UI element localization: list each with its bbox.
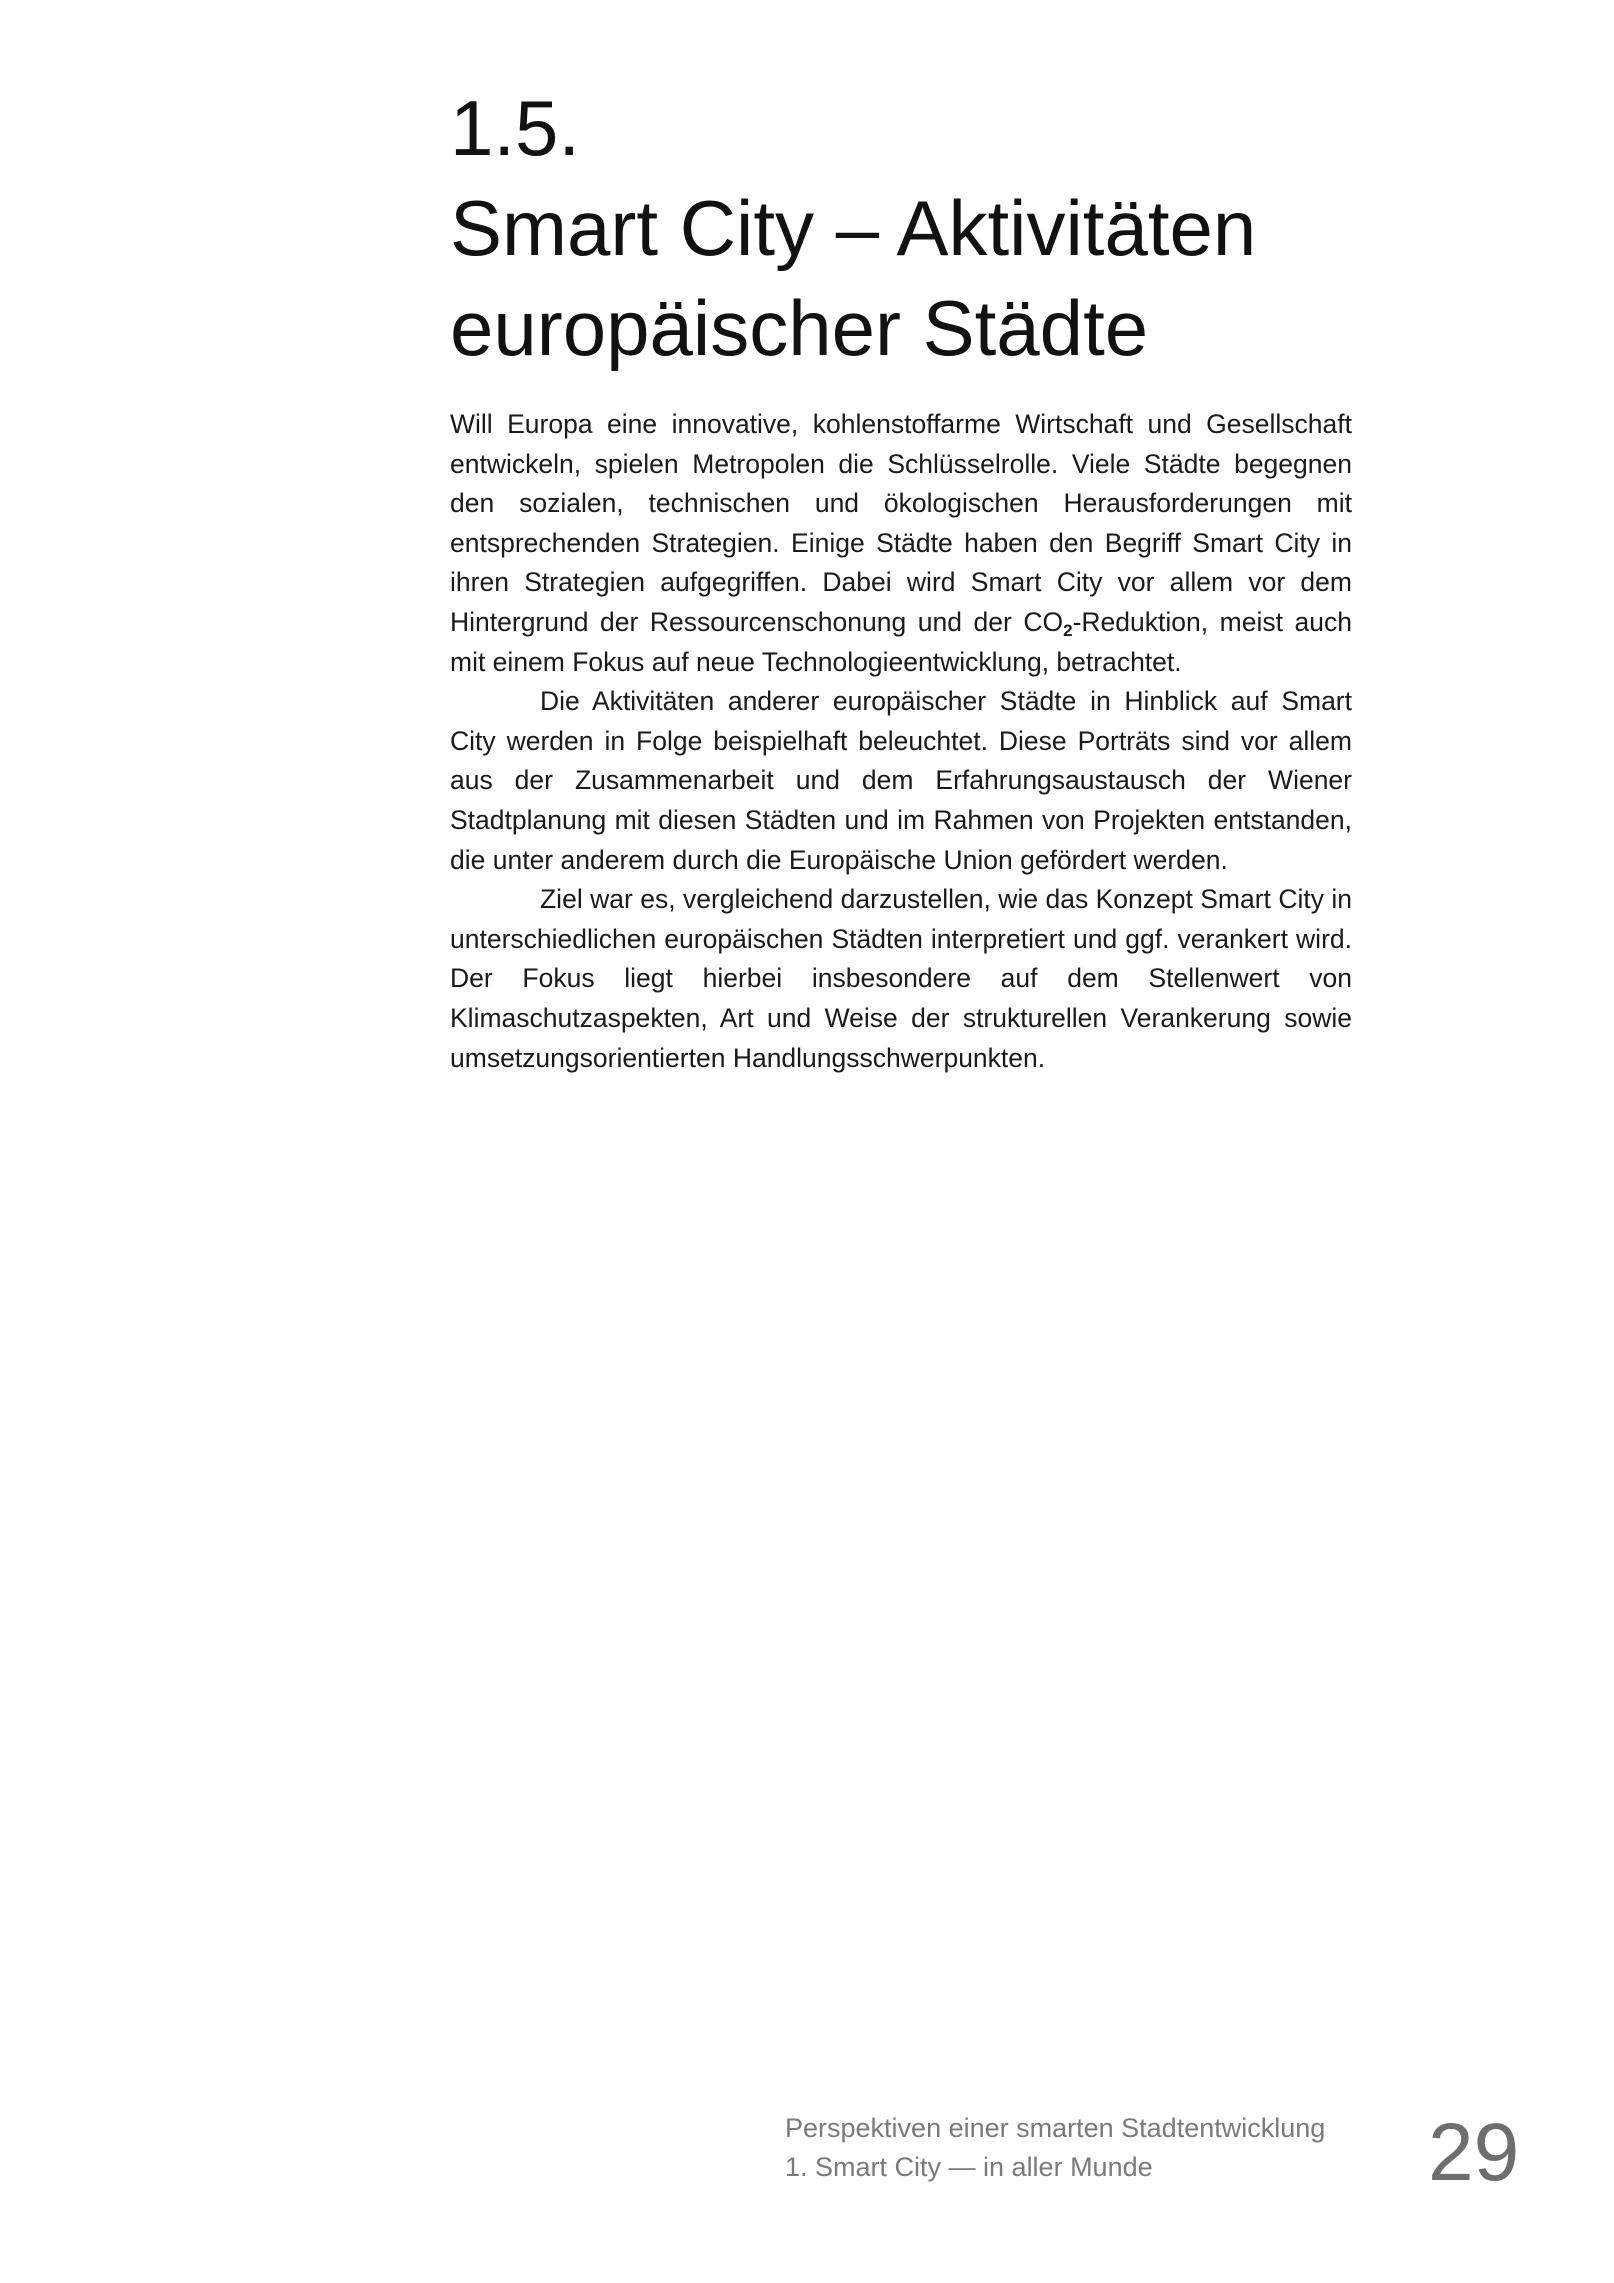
section-title-line-1: Smart City – Aktivitäten [450, 184, 1257, 272]
body-text [450, 405, 1352, 1078]
paragraph-1-text: Will Europa eine innovative, kohlenstoffarme Wirtschaft und Gesellschaft entwickeln, spielen Metropolen die Schlüsselrolle. Viele Städte begegnen den sozialen, technischen und ökologischen Herausforderungen mit entsprechenden Strategien. Einige Städte haben den Begriff Smart City in ihren Strategien aufgegriffen. Dabei wird Smart City vor allem vor dem Hintergrund der Ressourcenschonung und der CO [450, 409, 1352, 637]
paragraph-1-text-continued: -Reduktion, meist auch mit einem Fokus auf neue Technologieentwicklung, betrachtet. [450, 606, 1352, 677]
paragraph-2: Die Aktivitäten anderer europäischer Städte in Hinblick auf Smart City werden in Folge beispielhaft beleuchtet. Diese Porträts sind vor allem aus der Zusammenarbeit und dem Erfahrungsaustausch der Wiener Stadtplanung mit diesen Städten und im Rahmen von Projekten entstanden, die unter anderem durch die Europäische Union gefördert werden. [450, 686, 1352, 875]
section-title-line-2: europäischer Städte [450, 284, 1149, 372]
footer-chapter-title: 1. Smart City — in aller Munde [785, 2152, 1153, 2182]
section-heading [450, 78, 1350, 378]
section-number: 1.5. [450, 84, 581, 172]
co2-subscript: 2 [1063, 620, 1073, 640]
paragraph-3: Ziel war es, vergleichend darzustellen, wie das Konzept Smart City in unterschiedlichen europäischen Städten interpretiert und ggf. verankert wird. Der Fokus liegt hierbei insbesondere auf dem Stellenwert von Klimaschutzaspekten, Art und Weise der strukturellen Verankerung sowie umsetzungsorientierten Handlungsschwerpunkten. [450, 884, 1352, 1073]
page-number: 29 [1428, 2107, 1520, 2198]
paragraph-1 [450, 405, 1352, 682]
footer-publication-title: Perspektiven einer smarten Stadtentwicklung [785, 2113, 1326, 2143]
